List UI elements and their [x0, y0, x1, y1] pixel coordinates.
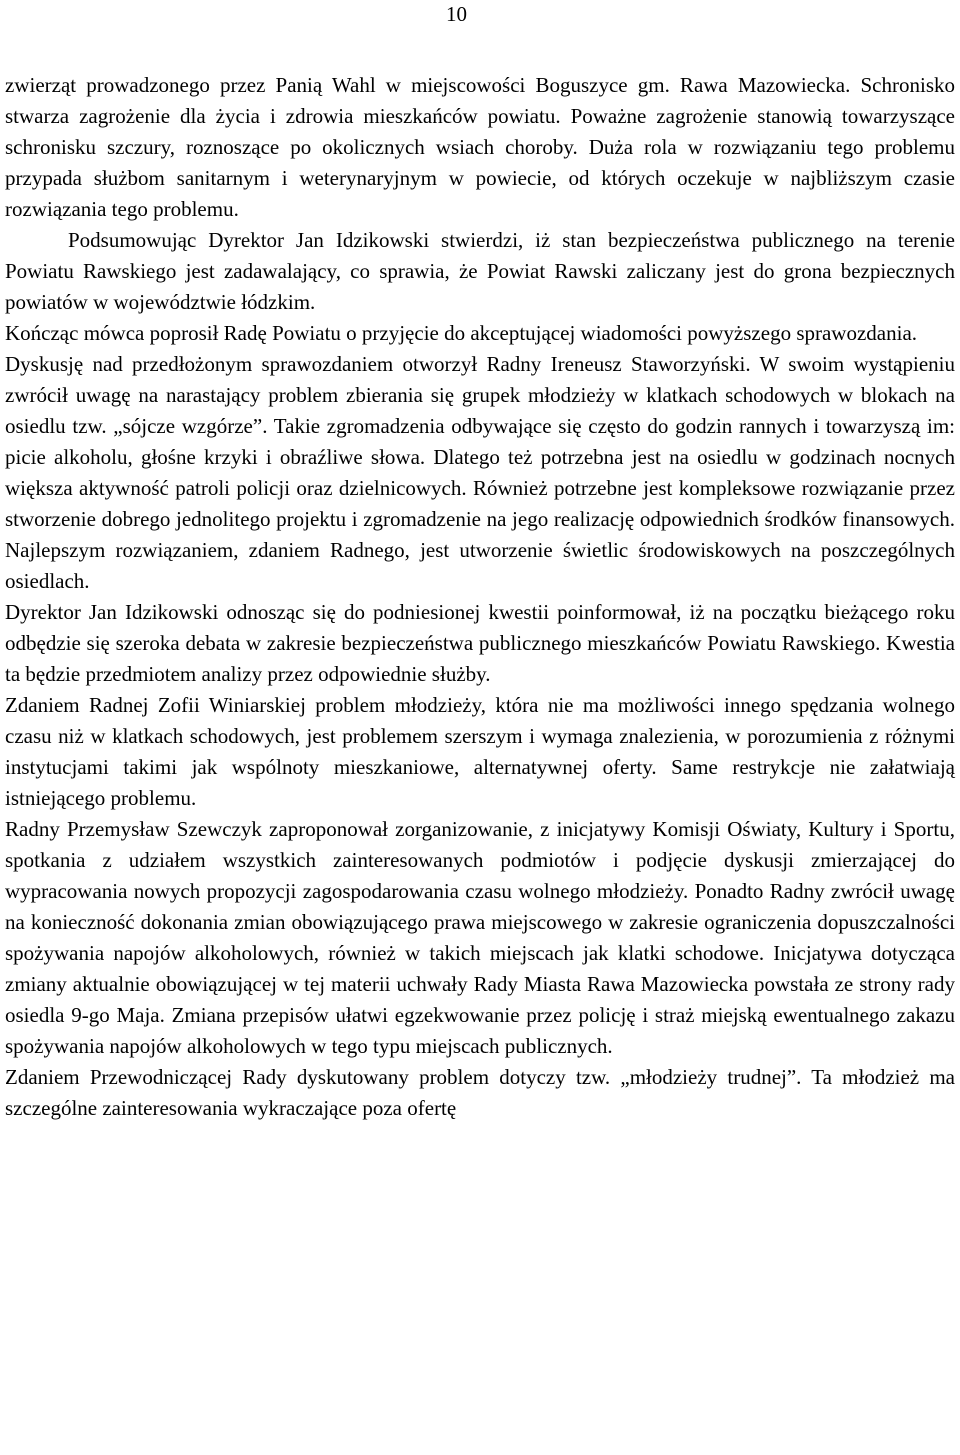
- body-text: [5, 70, 955, 1124]
- paragraph: Podsumowując Dyrektor Jan Idzikowski stwierdzi, iż stan bezpieczeństwa publicznego na terenie Powiatu Rawskiego jest zadawalający, co sprawia, że Powiat Rawski zaliczany jest do grona bezpiecznych powiatów w województwie łódzkim.: [5, 228, 955, 314]
- paragraph: zwierząt prowadzonego przez Panią Wahl w miejscowości Boguszyce gm. Rawa Mazowiecka. Schronisko stwarza zagrożenie dla życia i zdrowia mieszkańców powiatu. Poważne zagrożenie stanowią towarzyszące schronisku szczury, roznoszące po okolicznych wsiach choroby. Duża rola w rozwiązaniu tego problemu przypada służbom sanitarnym i weterynaryjnym w powiecie, od których oczekuje w najbliższym czasie rozwiązania tego problemu.: [5, 73, 955, 221]
- paragraph: Zdaniem Przewodniczącej Rady dyskutowany problem dotyczy tzw. „młodzieży trudnej”. Ta młodzież ma szczególne zainteresowania wykraczające poza ofertę: [5, 1065, 955, 1120]
- paragraph: Dyrektor Jan Idzikowski odnosząc się do podniesionej kwestii poinformował, iż na początku bieżącego roku odbędzie się szeroka debata w zakresie bezpieczeństwa publicznego mieszkańców Powiatu Rawskiego. Kwestia ta będzie przedmiotem analizy przez odpowiednie służby.: [5, 600, 955, 686]
- paragraph: Kończąc mówca poprosił Radę Powiatu o przyjęcie do akceptującej wiadomości powyższego sprawozdania.: [5, 321, 918, 345]
- paragraph: Zdaniem Radnej Zofii Winiarskiej problem młodzieży, która nie ma możliwości innego spędzania wolnego czasu niż w klatkach schodowych, jest problemem szerszym i wymaga znalezienia, w porozumienia z różnymi instytucjami takimi jak wspólnoty mieszkaniowe, alternatywnej oferty. Same restrykcje nie załatwiają istniejącego problemu.: [5, 693, 955, 810]
- paragraph: Radny Przemysław Szewczyk zaproponował zorganizowanie, z inicjatywy Komisji Oświaty, Kultury i Sportu, spotkania z udziałem wszystkich zainteresowanych podmiotów i podjęcie dyskusji zmierzającej do wypracowania nowych propozycji zagospodarowania czasu wolnego młodzieży. Ponadto Radny zwrócił uwagę na konieczność dokonania zmian obowiązującego prawa miejscowego w zakresie ograniczenia dopuszczalności spożywania napojów alkoholowych, również w takich miejscach jak klatki schodowe. Inicjatywa dotycząca zmiany aktualnie obowiązującej w tej materii uchwały Rady Miasta Rawa Mazowiecka powstała ze strony rady osiedla 9-go Maja. Zmiana przepisów ułatwi egzekwowanie przez policję i straż miejską ewentualnego zakazu spożywania napojów alkoholowych w tego typu miejscach publicznych.: [5, 817, 955, 1058]
- paragraph: Dyskusję nad przedłożonym sprawozdaniem otworzył Radny Ireneusz Staworzyński. W swoim wystąpieniu zwrócił uwagę na narastający problem zbierania się grupek młodzieży w klatkach schodowych w blokach na osiedlu tzw. „sójcze wzgórze”. Takie zgromadzenia odbywające się często do godzin rannych i towarzyszą im: picie alkoholu, głośne krzyki i obraźliwe słowa. Dlatego też potrzebna jest na osiedlu w godzinach nocnych większa aktywność patroli policji oraz dzielnicowych. Również potrzebne jest kompleksowe rozwiązanie przez stworzenie dobrego jednolitego projektu i zgromadzenie na jego realizację odpowiednich środków finansowych. Najlepszym rozwiązaniem, zdaniem Radnego, jest utworzenie świetlic środowiskowych na poszczególnych osiedlach.: [5, 352, 955, 593]
- page-number: 10: [446, 2, 467, 26]
